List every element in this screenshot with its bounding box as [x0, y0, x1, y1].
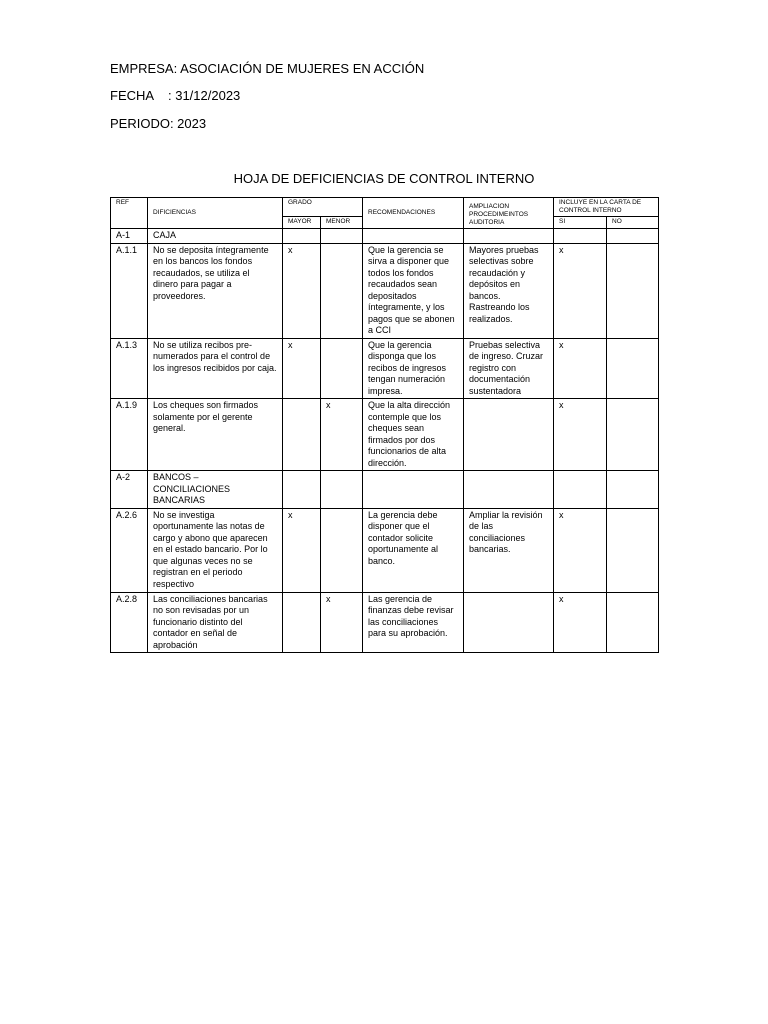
- table-row: [111, 592, 659, 653]
- row-ref: A.2.6: [111, 508, 148, 592]
- header-menor: MENOR: [321, 217, 363, 229]
- row-deficiencia: Las conciliaciones bancarias no son revisadas por un funcionario distinto del contador en señal de aprobación: [148, 592, 283, 653]
- period-line: [110, 116, 206, 131]
- section-ref: A-1: [111, 229, 148, 244]
- row-mayor: [283, 592, 321, 653]
- date-label: FECHA: [110, 88, 155, 103]
- row-si: x: [554, 243, 607, 338]
- row-recomendacion: Las gerencia de finanzas debe revisar las conciliaciones para su aprobación.: [363, 592, 464, 653]
- header-si: SI: [554, 217, 607, 229]
- date-line: [110, 88, 240, 103]
- row-menor: [321, 338, 363, 399]
- row-ampliacion: Mayores pruebas selectivas sobre recaudación y depósitos en bancos. Rastreando los realizados.: [464, 243, 554, 338]
- row-recomendacion: Que la gerencia disponga que los recibos de ingresos tengan numeración impresa.: [363, 338, 464, 399]
- row-recomendacion: La gerencia debe disponer que el contador solicite oportunamente al banco.: [363, 508, 464, 592]
- page-title-text: HOJA DE DEFICIENCIAS DE CONTROL INTERNO: [233, 171, 535, 186]
- row-deficiencia: Los cheques son firmados solamente por el gerente general.: [148, 399, 283, 471]
- section-title: CAJA: [148, 229, 283, 244]
- row-si: x: [554, 592, 607, 653]
- header-row-1: [111, 198, 659, 217]
- row-no: [607, 592, 659, 653]
- table-row: [111, 508, 659, 592]
- row-si: x: [554, 508, 607, 592]
- header-ref: REF: [111, 198, 148, 229]
- row-recomendacion: Que la alta dirección contemple que los cheques sean firmados por dos funcionarios de alta dirección.: [363, 399, 464, 471]
- section-row: [111, 471, 659, 509]
- row-deficiencia: No se utiliza recibos pre-numerados para el control de los ingresos recibidos por caja.: [148, 338, 283, 399]
- company-line: [110, 61, 424, 76]
- row-ref: A.2.8: [111, 592, 148, 653]
- row-recomendacion: Que la gerencia se sirva a disponer que todos los fondos recaudados sean depositados íntegramente, y los pagos que se abonen a CCI: [363, 243, 464, 338]
- deficiencies-table: [110, 197, 659, 653]
- table-row: [111, 338, 659, 399]
- row-mayor: x: [283, 338, 321, 399]
- header-deficiencias: DIFICIENCIAS: [148, 198, 283, 229]
- header-ampliacion: AMPLIACION PROCEDIMEINTOS AUDITORIA: [464, 198, 554, 229]
- page-title: [0, 171, 768, 186]
- header-recomendaciones: RECOMENDACIONES: [363, 198, 464, 229]
- row-no: [607, 338, 659, 399]
- date-value: : 31/12/2023: [168, 88, 241, 103]
- row-deficiencia: No se deposita íntegramente en los bancos los fondos recaudados, se utiliza el dinero para pagar a proveedores.: [148, 243, 283, 338]
- row-si: x: [554, 338, 607, 399]
- row-no: [607, 243, 659, 338]
- section-row: [111, 229, 659, 244]
- row-ampliacion: Pruebas selectiva de ingreso. Cruzar registro con documentación sustentadora: [464, 338, 554, 399]
- row-ampliacion: [464, 399, 554, 471]
- row-si: x: [554, 399, 607, 471]
- row-ref: A.1.3: [111, 338, 148, 399]
- row-deficiencia: No se investiga oportunamente las notas de cargo y abono que aparecen en el estado bancario. Por lo que algunas veces no se registran en el periodo respectivo: [148, 508, 283, 592]
- header-mayor: MAYOR: [283, 217, 321, 229]
- table-row: [111, 243, 659, 338]
- row-menor: [321, 508, 363, 592]
- header-incluye: INCLUYE EN LA CARTA DE CONTROL INTERNO: [554, 198, 659, 217]
- period-text: PERIODO: 2023: [110, 116, 207, 131]
- row-mayor: x: [283, 508, 321, 592]
- company-text: EMPRESA: ASOCIACIÓN DE MUJERES EN ACCIÓN: [110, 61, 425, 76]
- header-grado: GRADO: [283, 198, 363, 217]
- section-title: BANCOS – CONCILIACIONES BANCARIAS: [148, 471, 283, 509]
- row-ref: A.1.9: [111, 399, 148, 471]
- row-menor: x: [321, 592, 363, 653]
- row-ref: A.1.1: [111, 243, 148, 338]
- row-menor: [321, 243, 363, 338]
- row-no: [607, 508, 659, 592]
- row-mayor: x: [283, 243, 321, 338]
- header-no: NO: [607, 217, 659, 229]
- row-menor: x: [321, 399, 363, 471]
- row-ampliacion: Ampliar la revisión de las conciliaciones bancarias.: [464, 508, 554, 592]
- row-mayor: [283, 399, 321, 471]
- row-ampliacion: [464, 592, 554, 653]
- section-ref: A-2: [111, 471, 148, 509]
- row-no: [607, 399, 659, 471]
- table-row: [111, 399, 659, 471]
